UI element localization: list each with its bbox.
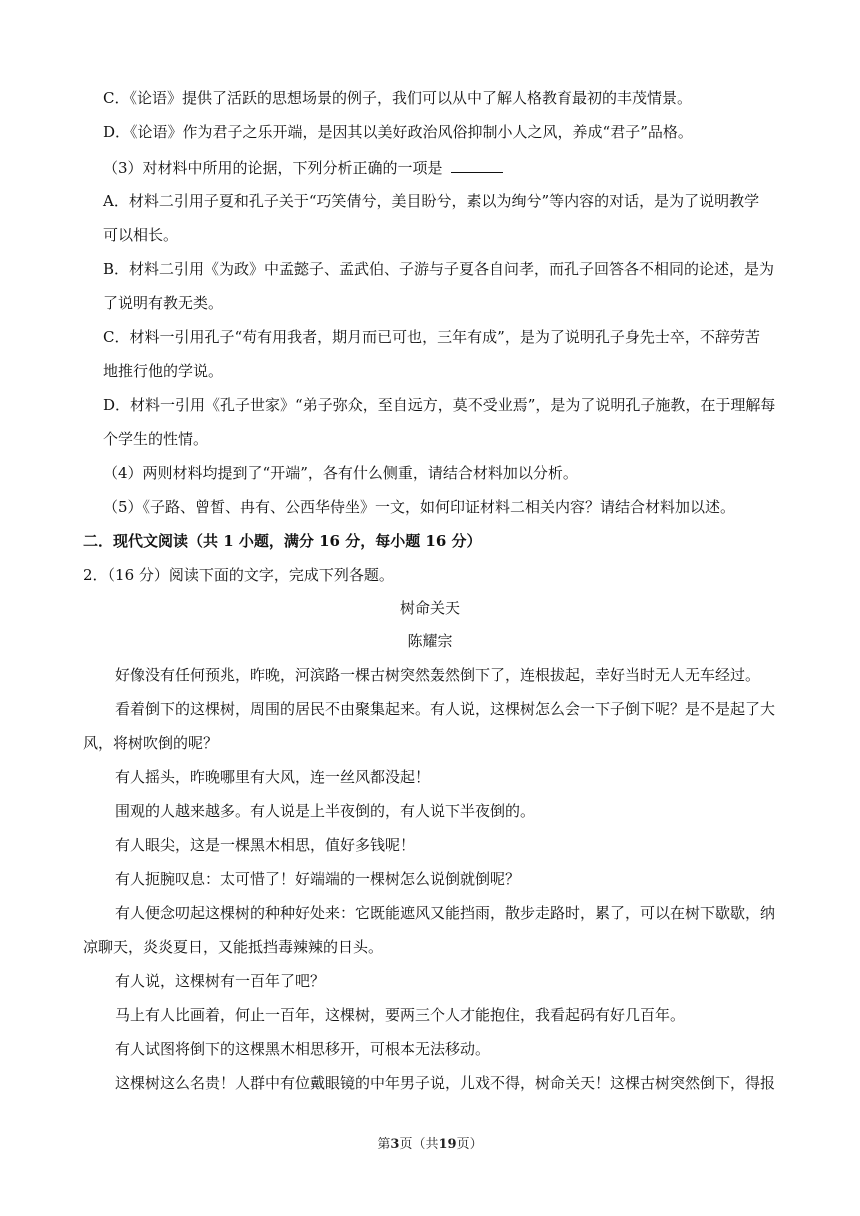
paragraph-11: 这棵树这么名贵！人群中有位戴眼镜的中年男子说，儿戏不得，树命关天！这棵古树突然倒下，得报 <box>115 1074 776 1092</box>
question-5: （5）《子路、曾皙、冉有、公西华侍坐》一文，如何印证材料二相关内容？请结合材料加以述。 <box>103 498 736 516</box>
paragraph-3: 有人摇头，昨晚哪里有大风，连一丝风都没起！ <box>115 768 431 786</box>
question-3-text: （3）对材料中所用的论据，下列分析正确的一项是 <box>103 159 443 177</box>
footer-middle: 页（共 <box>399 1137 439 1152</box>
paragraph-10: 有人试图将倒下的这棵黑木相思移开，可根本无法移动。 <box>115 1040 491 1058</box>
footer-prefix: 第 <box>377 1137 391 1152</box>
paragraph-7-line2: 凉聊天，炎炎夏日，又能抵挡毒辣辣的日头。 <box>83 938 384 956</box>
q3-option-c-line2: 地推行他的学说。 <box>103 362 224 380</box>
footer-page-number: 3 <box>390 1137 400 1152</box>
paragraph-6: 有人扼腕叹息：太可惜了！好端端的一棵树怎么说倒就倒呢？ <box>115 870 521 888</box>
paragraph-5: 有人眼尖，这是一棵黑木相思，值好多钱呢！ <box>115 836 416 854</box>
question-2-intro: 2．（16 分）阅读下面的文字，完成下列各题。 <box>83 566 394 584</box>
paragraph-1: 好像没有任何预兆，昨晚，河滨路一棵古树突然轰然倒下了，连根拔起，幸好当时无人无车经过。 <box>115 666 761 684</box>
option-d-prev: D．《论语》作为君子之乐开端，是因其以美好政治风俗抑制小人之风，养成“君子”品格。 <box>103 123 693 141</box>
article-title: 树命关天 <box>399 599 460 617</box>
question-4: （4）两则材料均提到了“开端”，各有什么侧重，请结合材料加以分析。 <box>103 464 578 482</box>
paragraph-9: 马上有人比画着，何止一百年，这棵树，要两三个人才能抱住，我看起码有好几百年。 <box>115 1006 686 1024</box>
answer-blank <box>451 158 503 173</box>
q3-option-b-line1: B．材料二引用《为政》中孟懿子、孟武伯、子游与子夏各自问孝，而孔子回答各不相同的论述，是为 <box>103 260 775 278</box>
q3-option-b-line2: 了说明有教无类。 <box>103 294 224 312</box>
q3-option-a-line2: 可以相长。 <box>103 226 179 244</box>
paragraph-2-line2: 风，将树吹倒的呢？ <box>83 734 219 752</box>
paragraph-4: 围观的人越来越多。有人说是上半夜倒的，有人说下半夜倒的。 <box>115 802 536 820</box>
q3-option-c-line1: C．材料一引用孔子“苟有用我者，期月而已可也，三年有成”，是为了说明孔子身先士卒，不辞劳苦 <box>103 328 760 346</box>
option-c-prev: C．《论语》提供了活跃的思想场景的例子，我们可以从中了解人格教育最初的丰茂情景。 <box>103 89 692 107</box>
q3-option-a-line1: A．材料二引用子夏和孔子关于“巧笑倩兮，美目盼兮，素以为绚兮”等内容的对话，是为了说明教学 <box>103 192 760 210</box>
paragraph-8: 有人说，这棵树有一百年了吧？ <box>115 972 326 990</box>
q3-option-d-line2: 个学生的性情。 <box>103 430 209 448</box>
q3-option-d-line1: D．材料一引用《孔子世家》“弟子弥众，至自远方，莫不受业焉”，是为了说明孔子施教，在于理解每 <box>103 396 776 414</box>
paragraph-2-line1: 看着倒下的这棵树，周围的居民不由聚集起来。有人说，这棵树怎么会一下子倒下呢？是不是起了大 <box>115 700 776 718</box>
paragraph-7-line1: 有人便念叨起这棵树的种种好处来：它既能遮风又能挡雨，散步走路时，累了，可以在树下歇歇，纳 <box>115 904 776 922</box>
question-3-stem <box>103 158 503 178</box>
article-author: 陈耀宗 <box>407 632 453 650</box>
footer-total-pages: 19 <box>438 1137 457 1152</box>
page-footer <box>0 1136 860 1154</box>
footer-suffix: 页） <box>456 1137 483 1152</box>
section-2-heading: 二．现代文阅读（共 1 小题，满分 16 分，每小题 16 分） <box>83 532 482 550</box>
